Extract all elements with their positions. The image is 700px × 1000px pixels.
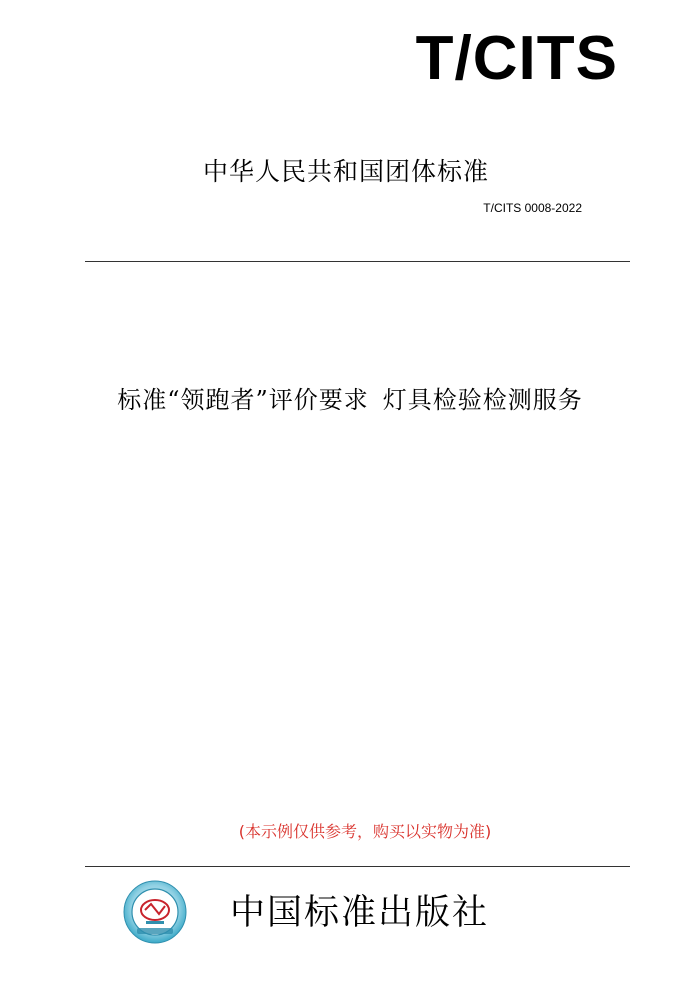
top-divider — [85, 261, 630, 262]
sample-notice: (本示例仅供参考，购买以实物为准) — [238, 822, 492, 841]
document-title-part2: 灯具检验检测服务 — [382, 386, 583, 414]
document-title — [0, 380, 700, 415]
seal-bottom-band — [137, 928, 173, 934]
publisher-name: 中国标准出版社 — [230, 893, 490, 933]
seal-emblem-bar — [146, 921, 164, 924]
publisher-seal-icon — [123, 880, 187, 944]
document-title-part1: 标准“领跑者”评价要求 — [117, 386, 369, 414]
bottom-divider — [85, 866, 630, 867]
standard-number: T/CITS 0008-2022 — [483, 201, 582, 215]
organization-title: 中华人民共和国团体标准 — [202, 157, 489, 186]
seal-graphic — [123, 880, 187, 944]
standard-series-code: T/CITS — [415, 24, 618, 93]
